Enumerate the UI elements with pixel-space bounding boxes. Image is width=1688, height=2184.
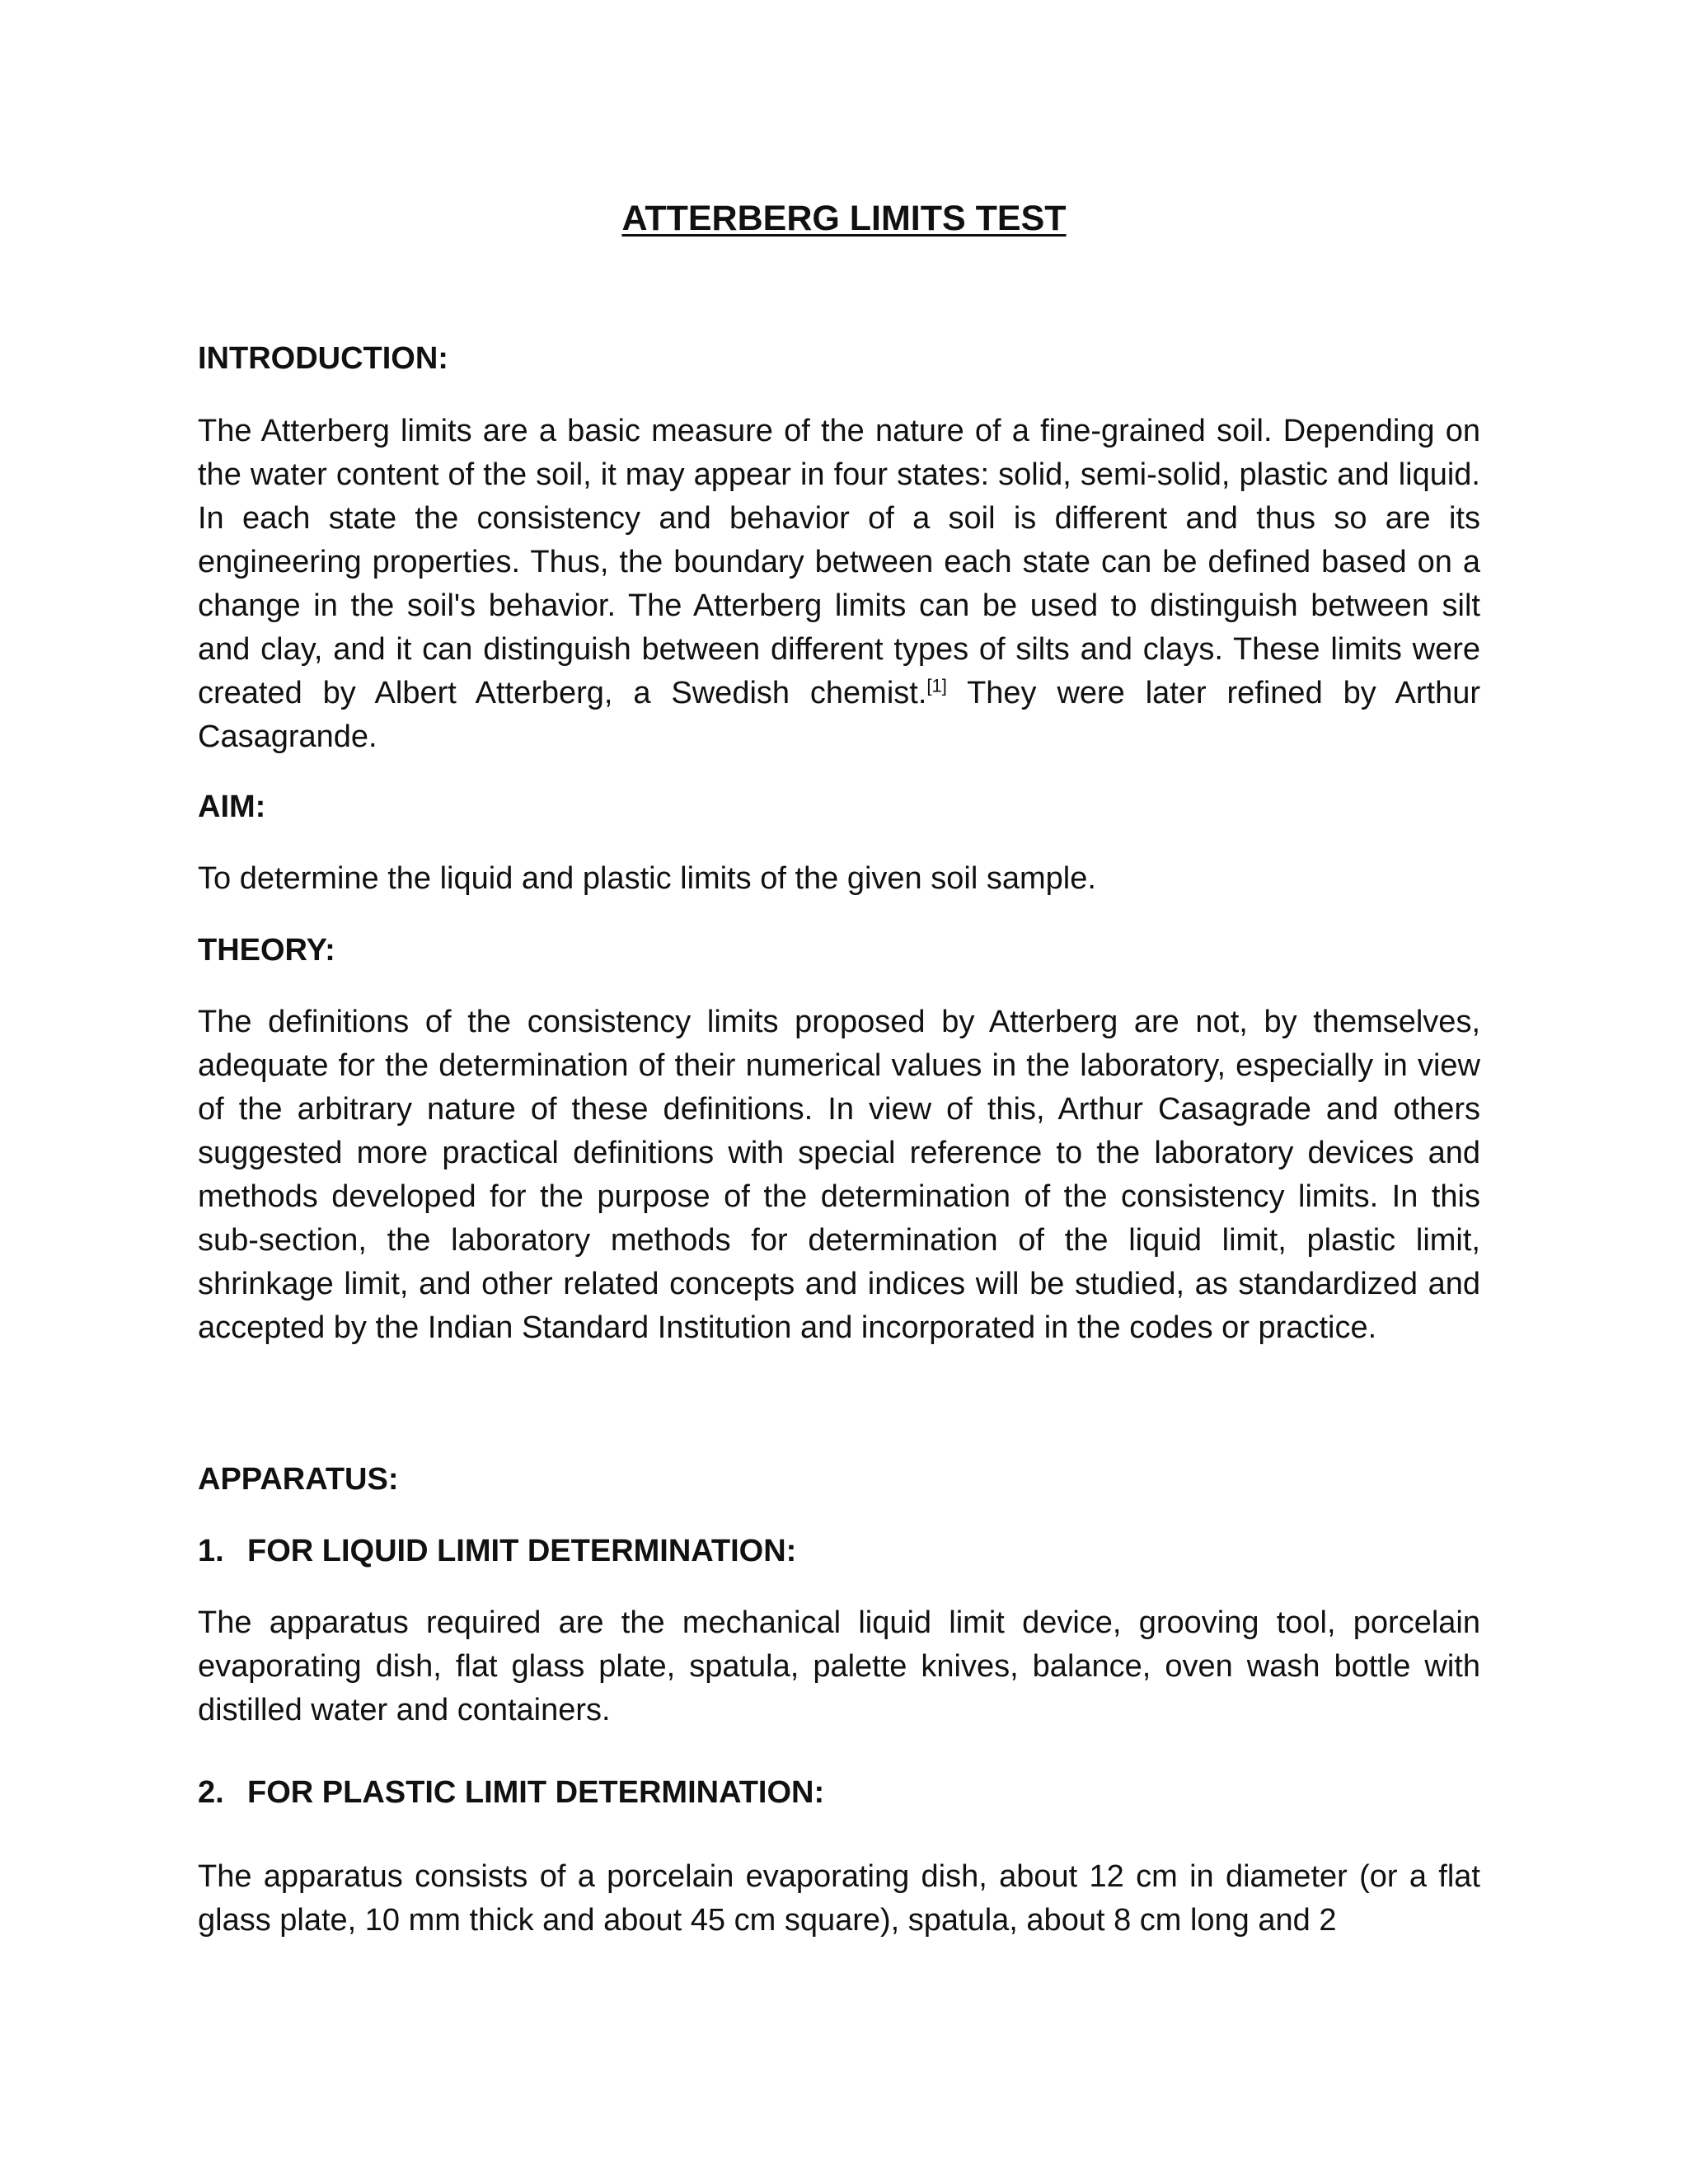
introduction-text-continued: They were later refined by Arthur Casagrande. — [198, 676, 1480, 754]
introduction-heading: INTRODUCTION: — [198, 341, 448, 376]
list-number: 1. — [198, 1534, 224, 1568]
apparatus-heading: APPARATUS: — [198, 1462, 399, 1497]
plastic-limit-subheading — [198, 1772, 1480, 1813]
theory-heading: THEORY: — [198, 933, 335, 968]
introduction-text: The Atterberg limits are a basic measure of the nature of a fine-grained soil. Depending on the water content of the soil, it may appear in four states: solid, semi-solid, plastic and liquid. In each state the consistency and behavior of a soil is different and thus so are its engineering properties. Thus, the boundary between each state can be defined based on a change in the soil's behavior. The Atterberg limits can be used to distinguish between silt and clay, and it can distinguish between different types of silts and clays. These limits were created by Albert Atterberg, a Swedish chemist. — [198, 414, 1480, 710]
page-title: ATTERBERG LIMITS TEST — [621, 199, 1067, 238]
liquid-limit-subheading-label: FOR LIQUID LIMIT DETERMINATION: — [247, 1534, 797, 1568]
introduction-paragraph — [198, 410, 1480, 759]
list-number: 2. — [198, 1775, 224, 1810]
liquid-limit-subheading — [198, 1530, 1480, 1572]
liquid-limit-paragraph: The apparatus required are the mechanical liquid limit device, grooving tool, porcelain evaporating dish, flat glass plate, spatula, palette knives, balance, oven wash bottle with distilled water and containers. — [198, 1605, 1480, 1727]
plastic-limit-paragraph: The apparatus consists of a porcelain evaporating dish, about 12 cm in diameter (or a flat glass plate, 10 mm thick and about 45 cm square), spatula, about 8 cm long and 2 — [198, 1859, 1480, 1938]
citation-reference[interactable]: [1] — [926, 675, 947, 696]
aim-heading: AIM: — [198, 790, 266, 824]
aim-paragraph: To determine the liquid and plastic limits of the given soil sample. — [198, 861, 1096, 896]
plastic-limit-subheading-label: FOR PLASTIC LIMIT DETERMINATION: — [247, 1775, 825, 1810]
theory-paragraph: The definitions of the consistency limits proposed by Atterberg are not, by themselves, adequate for the determination of their numerical values in the laboratory, especially in view of the arbitrary nature of these definitions. In view of this, Arthur Casagrade and others suggested more practical definitions with special reference to the laboratory devices and methods developed for the purpose of the determination of the consistency limits. In this sub-section, the laboratory methods for determination of the liquid limit, plastic limit, shrinkage limit, and other related concepts and indices will be studied, as standardized and accepted by the Indian Standard Institution and incorporated in the codes or practice. — [198, 1005, 1480, 1345]
